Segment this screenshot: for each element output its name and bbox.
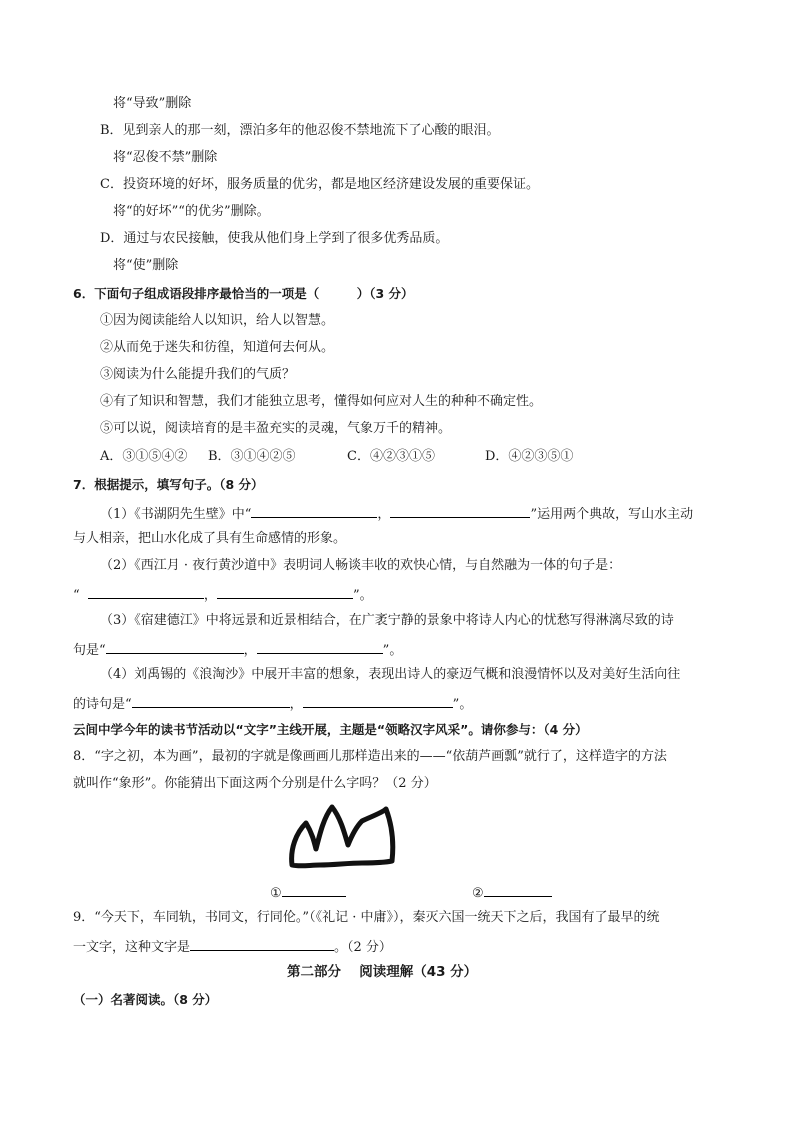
q7-3-comma: ， bbox=[243, 643, 257, 658]
q7-1-prefix: （1）《书湖阴先生壁》中“ bbox=[100, 507, 252, 522]
choice-a: A．③①⑤④② bbox=[100, 449, 188, 464]
q7-1-line1 bbox=[100, 503, 693, 524]
answer-blank[interactable] bbox=[132, 693, 290, 708]
answer-blank[interactable] bbox=[484, 882, 552, 897]
q7-1-suffix: ”运用两个典故，写山水主动 bbox=[530, 507, 694, 522]
q9-suffix: 。（2 分） bbox=[334, 940, 392, 955]
answer-2-row bbox=[472, 882, 552, 903]
q7-4-comma: ， bbox=[289, 697, 303, 712]
q7-3-end: ”。 bbox=[382, 643, 403, 658]
answer-1-row bbox=[270, 882, 346, 903]
question-6: 6．下面句子组成语段排序最恰当的一项是（ ）（3 分） bbox=[73, 286, 414, 301]
answer-blank[interactable] bbox=[106, 639, 244, 654]
answer-1-label: ① bbox=[270, 886, 282, 901]
q7-2-line1: （2）《西江月 · 夜行黄沙道中》表明词人畅谈丰收的欢快心情，与自然融为一体的句子是： bbox=[100, 558, 622, 573]
option-d-note: 将“使”删除 bbox=[113, 258, 179, 273]
answer-blank[interactable] bbox=[217, 584, 353, 599]
option-b-note: 将“忍俊不禁”删除 bbox=[113, 150, 218, 165]
choice-c: C．④②③①⑤ bbox=[347, 449, 435, 464]
option-a-note: 将“导致”删除 bbox=[113, 96, 192, 111]
answer-blank[interactable] bbox=[257, 639, 383, 654]
q7-1-comma: ， bbox=[377, 507, 391, 522]
answer-blank[interactable] bbox=[251, 503, 377, 518]
question-9-line1: 9．“今天下，车同轨，书同文，行同伦。”（《礼记 · 中庸》），秦灭六国一统天下之后，我国有了最早的统 bbox=[73, 910, 660, 925]
option-c: C．投资环境的好坏，服务质量的优劣，都是地区经济建设发展的重要保证。 bbox=[100, 177, 539, 192]
section-1-heading: （一）名著阅读。（8 分） bbox=[73, 992, 218, 1007]
sentence-5: ⑤可以说，阅读培育的是丰盈充实的灵魂，气象万千的精神。 bbox=[100, 421, 452, 436]
choice-b: B．③①④②⑤ bbox=[208, 449, 296, 464]
q7-4-line2 bbox=[73, 693, 472, 714]
answer-blank[interactable] bbox=[88, 584, 204, 599]
sentence-2: ②从而免于迷失和彷徨，知道何去何从。 bbox=[100, 340, 335, 355]
q7-4-line1: （4）刘禹锡的《浪淘沙》中展开丰富的想象，表现出诗人的豪迈气概和浪漫情怀以及对美好生活向往 bbox=[100, 667, 681, 682]
q9-prefix: 一文字，这种文字是 bbox=[73, 940, 191, 955]
q7-2-end: ”。 bbox=[352, 588, 373, 603]
q7-3-prefix: 句是“ bbox=[73, 643, 106, 658]
question-7: 7．根据提示，填写句子。（8 分） bbox=[73, 477, 264, 492]
answer-blank[interactable] bbox=[303, 693, 453, 708]
q7-4-end: ”。 bbox=[452, 697, 473, 712]
sentence-4: ④有了知识和智慧，我们才能独立思考，懂得如何应对人生的种种不确定性。 bbox=[100, 394, 543, 409]
sentence-3: ③阅读为什么能提升我们的气质？ bbox=[100, 367, 296, 382]
choice-d: D．④②③⑤① bbox=[485, 449, 574, 464]
q7-3-line2 bbox=[73, 639, 402, 660]
mountain-pictograph-icon bbox=[284, 803, 400, 873]
q7-1-line2: 与人相亲，把山水化成了具有生命感情的形象。 bbox=[73, 531, 347, 546]
part-2-heading: 第二部分 阅读理解（43 分） bbox=[287, 964, 478, 980]
sentence-1: ①因为阅读能给人以知识，给人以智慧。 bbox=[100, 313, 335, 328]
q7-4-prefix: 的诗句是“ bbox=[73, 697, 132, 712]
question-8-line1: 8．“字之初，本为画”，最初的字就是像画画儿那样造出来的——“依葫芦画瓢”就行了，这样造字的方法 bbox=[73, 749, 667, 764]
option-c-note: 将“的好坏”“的优劣”删除。 bbox=[113, 204, 270, 219]
answer-blank[interactable] bbox=[282, 882, 346, 897]
q7-2-quote: “ bbox=[73, 588, 80, 603]
option-b: B．见到亲人的那一刻，漂泊多年的他忍俊不禁地流下了心酸的眼泪。 bbox=[100, 123, 500, 138]
q7-2-line2 bbox=[73, 584, 373, 605]
question-8-line2: 就叫作“象形”。你能猜出下面这两个分别是什么字吗？（2 分） bbox=[73, 776, 437, 791]
q7-3-line1: （3）《宿建德江》中将远景和近景相结合，在广袤宁静的景象中将诗人内心的忧愁写得淋漓尽致的诗 bbox=[100, 613, 674, 628]
answer-blank[interactable] bbox=[390, 503, 530, 518]
option-d: D．通过与农民接触，使我从他们身上学到了很多优秀品质。 bbox=[100, 231, 449, 246]
q7-2-comma: ， bbox=[203, 588, 217, 603]
question-9-line2 bbox=[73, 936, 392, 957]
reading-festival-intro: 云间中学今年的读书节活动以“文字”主线开展，主题是“领略汉字风采”。请你参与：（4 分） bbox=[73, 722, 588, 737]
answer-2-label: ② bbox=[472, 886, 484, 901]
answer-blank[interactable] bbox=[190, 936, 334, 951]
